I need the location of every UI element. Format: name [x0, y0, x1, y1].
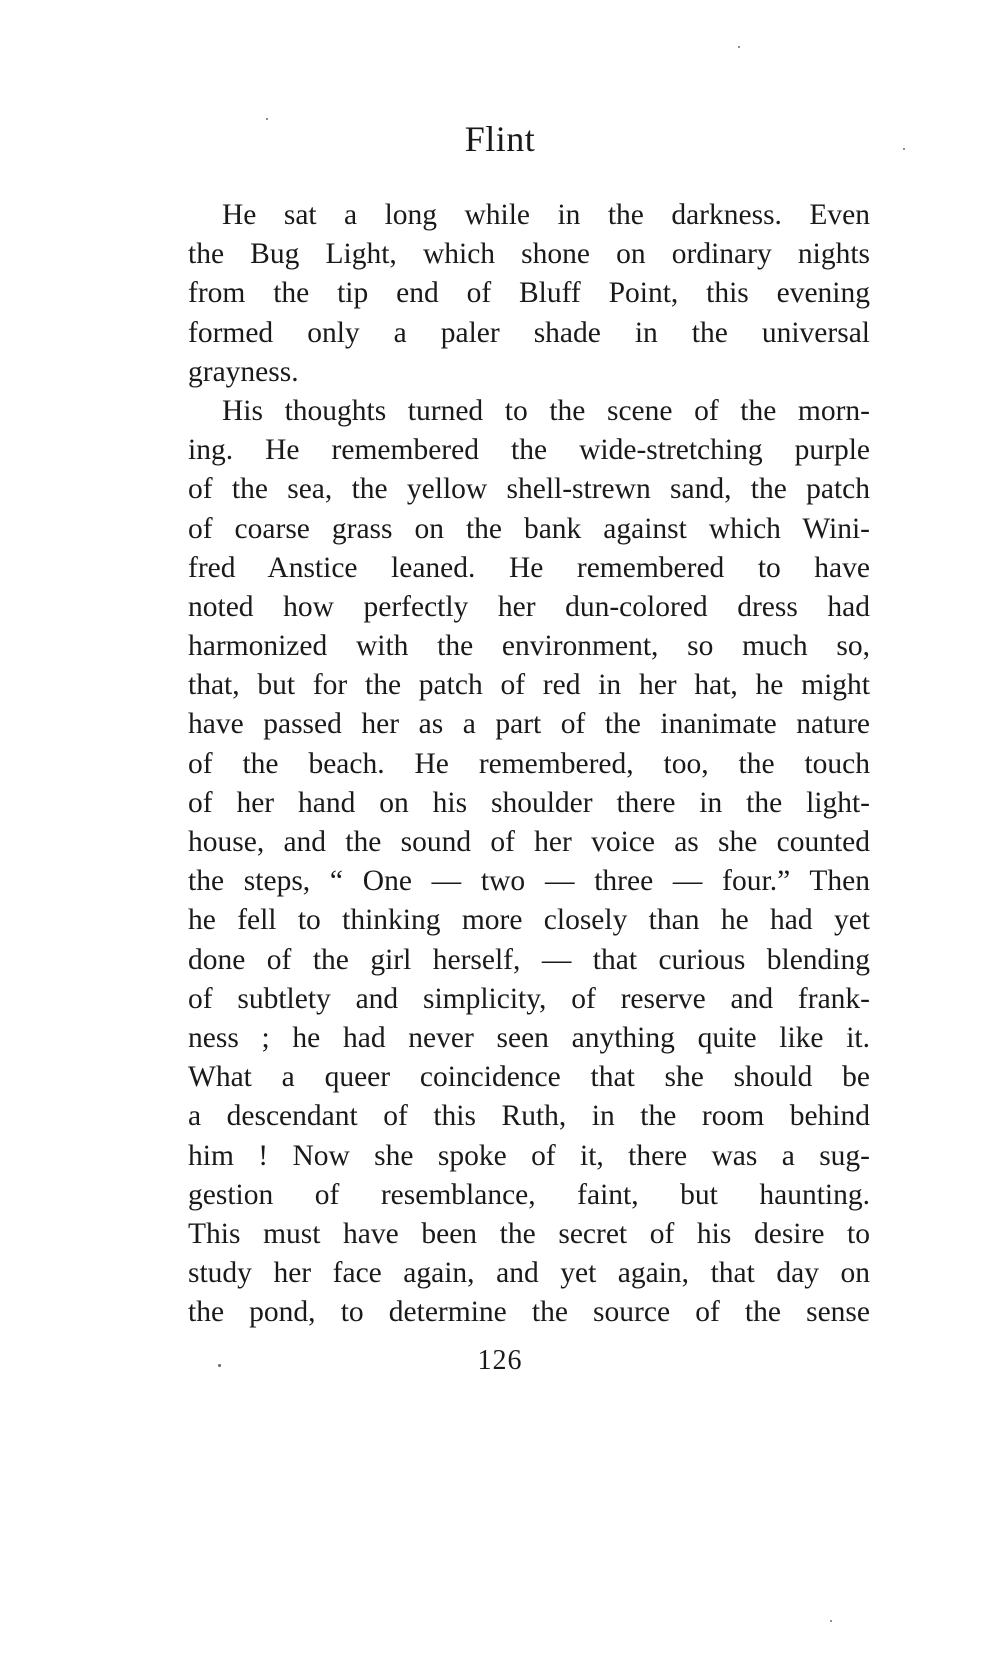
text-line: ness ; he had never seen anything quite like it. — [188, 1021, 870, 1054]
text-line: a descendant of this Ruth, in the room behind — [188, 1100, 870, 1133]
text-line: the pond, to determine the source of the sense — [188, 1296, 870, 1329]
text-line: from the tip end of Bluff Point, this evening — [188, 277, 870, 310]
scan-speck — [738, 46, 740, 48]
running-head: Flint — [464, 119, 536, 159]
text-line: fred Anstice leaned. He remembered to have — [188, 551, 870, 584]
page-number: 126 — [477, 1345, 523, 1376]
text-line: grayness. — [188, 355, 299, 388]
text-line: formed only a paler shade in the universal — [188, 316, 870, 349]
body-text — [188, 196, 870, 1332]
text-line: study her face again, and yet again, that day on — [188, 1257, 870, 1290]
text-line: of coarse grass on the bank against which Wini- — [188, 512, 870, 545]
text-line: done of the girl herself, — that curious blending — [188, 943, 870, 976]
text-line: of the beach. He remembered, too, the touch — [188, 747, 870, 780]
text-line: he fell to thinking more closely than he had yet — [188, 904, 870, 937]
text-line: of her hand on his shoulder there in the light- — [188, 786, 870, 819]
text-line: him ! Now she spoke of it, there was a sug- — [188, 1139, 870, 1172]
text-line: gestion of resemblance, faint, but haunting. — [188, 1178, 870, 1211]
text-line: the steps, “ One — two — three — four.” Then — [188, 865, 870, 898]
text-line: harmonized with the environment, so much so, — [188, 630, 870, 663]
text-line: the Bug Light, which shone on ordinary nights — [188, 238, 870, 271]
text-line: have passed her as a part of the inanimate nature — [188, 708, 870, 741]
scan-speck — [903, 148, 905, 150]
text-line: noted how perfectly her dun-colored dress had — [188, 590, 870, 623]
text-line: What a queer coincidence that she should be — [188, 1061, 870, 1094]
scan-speck — [218, 1364, 221, 1367]
text-line: His thoughts turned to the scene of the morn- — [222, 394, 870, 427]
text-line: house, and the sound of her voice as she counted — [188, 826, 870, 858]
scan-speck — [266, 118, 268, 120]
text-line: of subtlety and simplicity, of reserve and frank- — [188, 982, 870, 1015]
text-line: He sat a long while in the darkness. Even — [222, 199, 870, 231]
text-line: that, but for the patch of red in her hat, he might — [188, 669, 870, 702]
text-line: ing. He remembered the wide-stretching purple — [188, 434, 870, 467]
scan-speck — [830, 1620, 832, 1622]
text-line: This must have been the secret of his desire to — [188, 1217, 870, 1250]
text-line: of the sea, the yellow shell-strewn sand, the patch — [188, 473, 870, 506]
